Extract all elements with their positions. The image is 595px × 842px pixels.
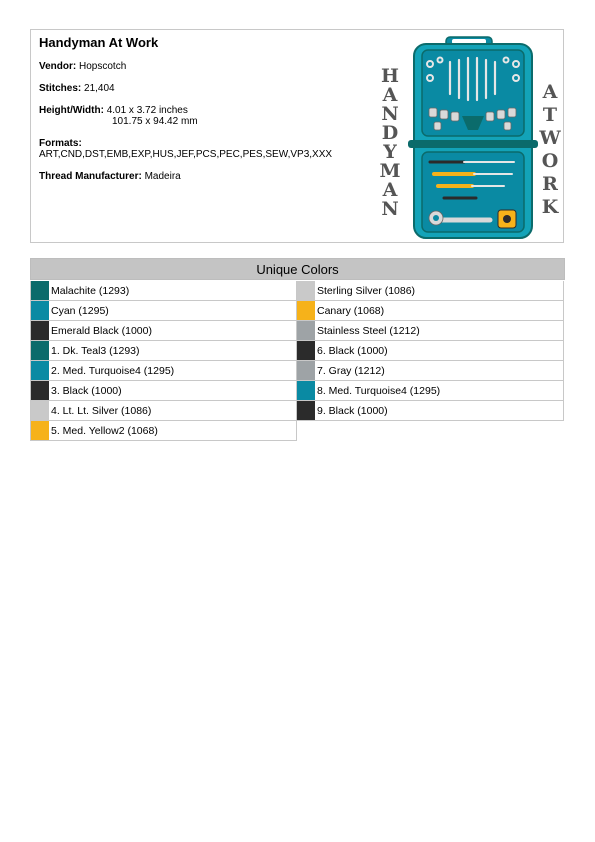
- height-width-inches: 4.01 x 3.72 inches: [106, 105, 188, 116]
- height-width-mm: 101.75 x 94.42 mm: [112, 116, 198, 127]
- design-lettering: M: [379, 160, 401, 182]
- design-title: Handyman At Work: [39, 35, 159, 50]
- color-row: [30, 421, 297, 441]
- color-label: Canary (1068): [317, 305, 385, 317]
- height-width-field: [39, 105, 188, 116]
- color-row: [30, 301, 297, 321]
- color-row: [30, 401, 297, 421]
- vendor-value: Hopscotch: [79, 61, 127, 72]
- colors-right-column: [297, 281, 564, 421]
- thread-field: [39, 171, 181, 182]
- stitches-label: Stitches:: [39, 83, 82, 94]
- color-row: [297, 341, 564, 361]
- design-info-panel: [30, 29, 564, 243]
- color-row: [297, 401, 564, 421]
- color-row: [297, 321, 564, 341]
- design-lettering: O: [541, 150, 559, 172]
- color-swatch: [31, 341, 49, 360]
- color-label: Stainless Steel (1212): [317, 325, 420, 337]
- design-lettering: R: [542, 173, 558, 195]
- design-lettering: A: [542, 81, 558, 103]
- color-label: 5. Med. Yellow2 (1068): [51, 425, 158, 437]
- color-label: Sterling Silver (1086): [317, 285, 416, 297]
- color-label: 4. Lt. Lt. Silver (1086): [51, 405, 152, 417]
- color-swatch: [297, 401, 315, 420]
- color-row: [30, 361, 297, 381]
- color-label: 9. Black (1000): [317, 405, 388, 417]
- thread-value: Madeira: [144, 171, 181, 182]
- color-label: 1. Dk. Teal3 (1293): [51, 345, 140, 357]
- design-lettering: A: [382, 84, 398, 106]
- color-label: Cyan (1295): [51, 305, 109, 317]
- color-swatch: [297, 281, 315, 300]
- design-lettering: N: [381, 198, 399, 220]
- unique-colors-header: Unique Colors: [30, 258, 565, 280]
- color-row: [297, 381, 564, 401]
- design-lettering: A: [382, 179, 398, 201]
- design-lettering: T: [542, 104, 558, 126]
- vendor-field: [39, 61, 126, 72]
- design-lettering: W: [539, 127, 561, 149]
- color-label: 6. Black (1000): [317, 345, 388, 357]
- color-label: 7. Gray (1212): [317, 365, 385, 377]
- toolbox-icon: [408, 37, 538, 238]
- colors-left-column: [30, 281, 297, 441]
- thread-label: Thread Manufacturer:: [39, 171, 142, 182]
- color-swatch: [31, 361, 49, 380]
- embroidery-design-preview: [374, 36, 564, 241]
- color-swatch: [297, 321, 315, 340]
- color-swatch: [31, 401, 49, 420]
- design-lettering: H: [381, 65, 399, 87]
- color-swatch: [297, 381, 315, 400]
- color-swatch: [31, 421, 49, 440]
- design-lettering: Y: [383, 141, 397, 163]
- color-row: [297, 361, 564, 381]
- color-row: [30, 281, 297, 301]
- color-label: 8. Med. Turquoise4 (1295): [317, 385, 441, 397]
- color-label: Emerald Black (1000): [51, 325, 152, 337]
- color-swatch: [297, 361, 315, 380]
- vendor-label: Vendor:: [39, 61, 77, 72]
- color-swatch: [31, 321, 49, 340]
- stitches-field: [39, 83, 115, 94]
- stitches-value: 21,404: [84, 83, 115, 94]
- color-label: 3. Black (1000): [51, 385, 122, 397]
- design-lettering: K: [541, 196, 559, 218]
- height-width-label: Height/Width:: [39, 105, 104, 116]
- design-lettering: D: [381, 122, 399, 144]
- color-row: [30, 321, 297, 341]
- color-swatch: [297, 301, 315, 320]
- color-row: [30, 381, 297, 401]
- color-swatch: [31, 281, 49, 300]
- color-label: 2. Med. Turquoise4 (1295): [51, 365, 175, 377]
- color-swatch: [31, 381, 49, 400]
- unique-colors-table: [30, 258, 565, 437]
- formats-value: ART,CND,DST,EMB,EXP,HUS,JEF,PCS,PEC,PES,SEW,VP3,XXX: [39, 149, 333, 160]
- color-label: Malachite (1293): [51, 285, 130, 297]
- color-row: [297, 281, 564, 301]
- design-lettering: N: [381, 103, 399, 125]
- color-swatch: [297, 341, 315, 360]
- color-row: [30, 341, 297, 361]
- color-swatch: [31, 301, 49, 320]
- color-row: [297, 301, 564, 321]
- formats-label: Formats:: [39, 138, 82, 149]
